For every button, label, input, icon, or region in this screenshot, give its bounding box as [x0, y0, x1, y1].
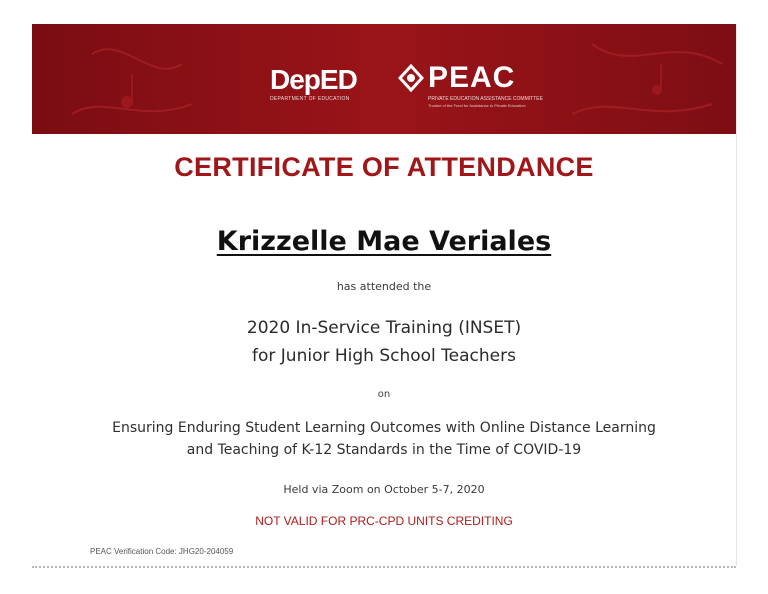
- training-title-line2: for Junior High School Teachers: [252, 346, 516, 366]
- held-via-text: Held via Zoom on October 5-7, 2020: [283, 483, 485, 496]
- recipient-name: Krizzelle Mae Veriales: [216, 226, 552, 257]
- deped-logo-subtext: DEPARTMENT OF EDUCATION: [270, 96, 350, 102]
- attended-text: has attended the: [336, 280, 432, 293]
- peac-logo-subtext: PRIVATE EDUCATION ASSISTANCE COMMITTEE: [428, 96, 543, 102]
- header-banner: [32, 24, 736, 134]
- not-valid-notice: NOT VALID FOR PRC-CPD UNITS CREDITING: [255, 514, 513, 528]
- peac-logo-tagline: Trustee of the Fund for Assistance to Private Education: [428, 103, 526, 108]
- peac-emblem-icon: [398, 64, 424, 94]
- deped-logo: [270, 64, 380, 108]
- training-title-line1: 2020 In-Service Training (INSET): [246, 318, 522, 338]
- bottom-dotted-border: [32, 564, 736, 568]
- deped-logo-text: DepED: [270, 64, 357, 95]
- peac-logo: [398, 61, 543, 112]
- topic-line2: and Teaching of K-12 Standards in the Time of COVID-19: [186, 442, 582, 458]
- peac-logo-text: PEAC: [428, 61, 516, 94]
- certificate-title: CERTIFICATE OF ATTENDANCE: [174, 152, 594, 182]
- on-text: on: [377, 389, 391, 400]
- banner-decoration: [32, 24, 736, 134]
- verification-code: PEAC Verification Code: JHG20-204059: [90, 547, 234, 556]
- topic-line1: Ensuring Enduring Student Learning Outcomes with Online Distance Learning: [112, 420, 656, 436]
- recipient-name-row: [32, 226, 736, 257]
- certificate-sheet: [32, 24, 737, 566]
